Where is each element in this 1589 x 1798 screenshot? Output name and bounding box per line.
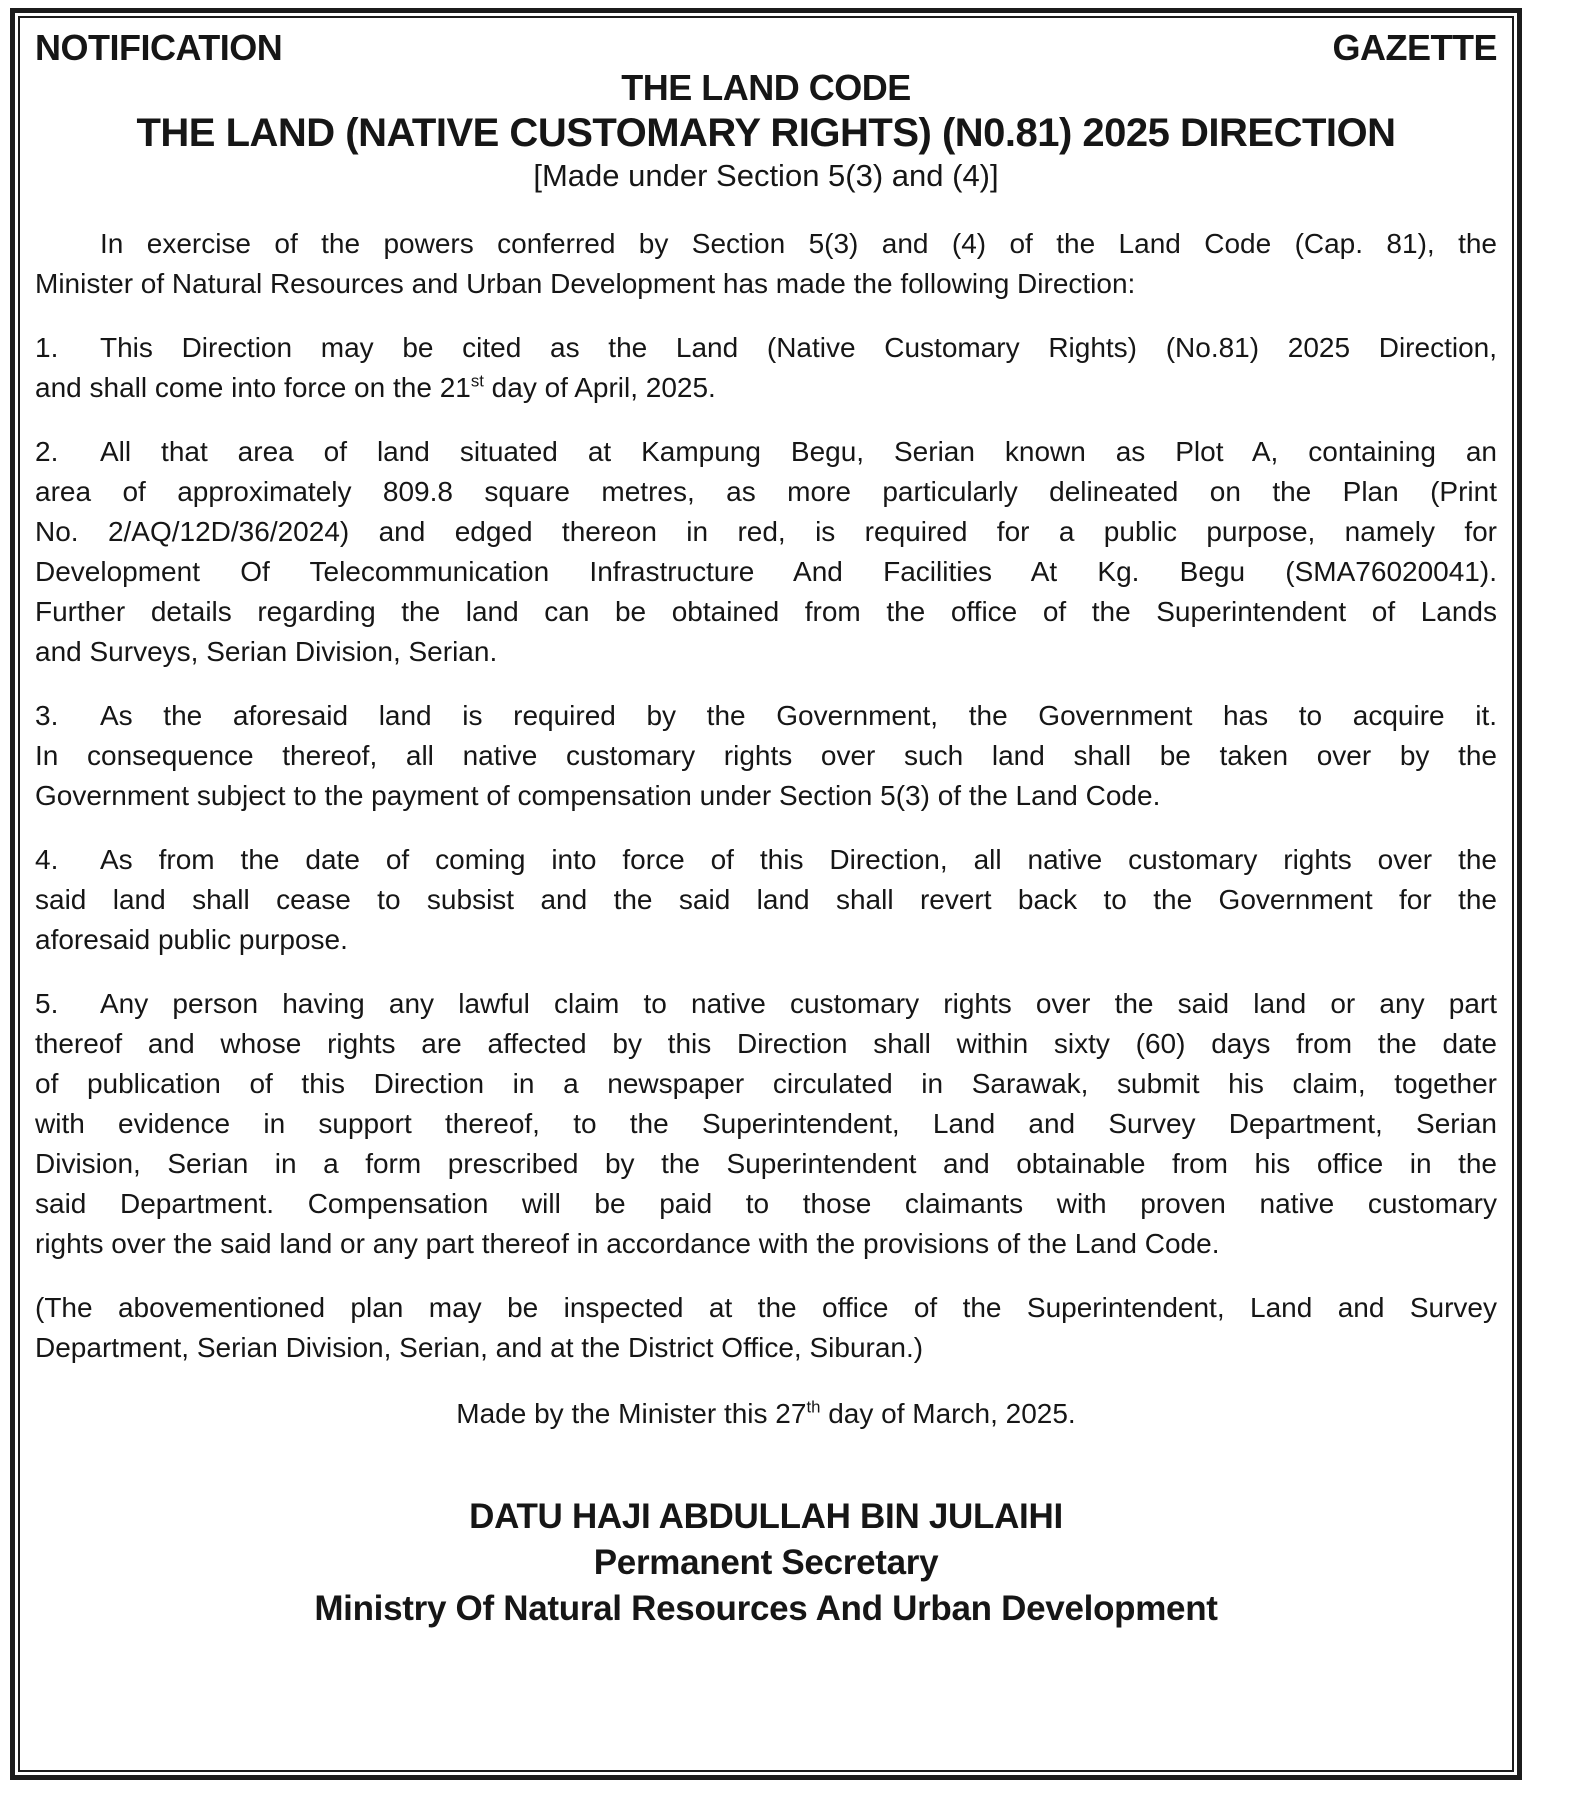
text-line: DATU HAJI ABDULLAH BIN JULAIHI [469,1497,1063,1536]
text-line: Government subject to the payment of compensation under Section 5(3) of the Land Code. [35,780,1161,811]
text-line: with evidence in support thereof, to the Superintendent, Land and Survey Department, Serian [35,1108,1497,1139]
paragraph-1 [35,328,1497,408]
title-land-code: THE LAND CODE [621,67,911,108]
paragraph-5 [35,984,1497,1264]
text-line: and shall come into force on the 21st day of April, 2025. [35,371,716,403]
text-line: Permanent Secretary [593,1543,939,1582]
paragraph-number: 4. [35,844,59,875]
signature-block [35,1494,1497,1632]
paragraph-number: 3. [35,700,59,731]
paragraph-number: 5. [35,988,59,1019]
text-line: 5. Any person having any lawful claim to native customary rights over the said land or any part [35,984,1497,1024]
made-by-line: Made by the Minister this 27th day of March, 2025. [456,1397,1076,1429]
text-line: Development Of Telecommunication Infrastructure And Facilities At Kg. Begu (SMA76020041). [35,556,1497,587]
gazette-label: GAZETTE [1332,27,1497,68]
paragraph-number: 2. [35,436,59,467]
text-line: and Surveys, Serian Division, Serian. [35,636,498,667]
text-line: In exercise of the powers conferred by Section 5(3) and (4) of the Land Code (Cap. 81), the [100,228,1497,259]
text-line: Department, Serian Division, Serian, and at the District Office, Siburan.) [35,1332,924,1363]
document-inner-border [18,16,1514,1772]
text-line: aforesaid public purpose. [35,924,348,955]
title-block [35,68,1497,194]
text-line: (The abovementioned plan may be inspected at the office of the Superintendent, Land and Survey [35,1292,1497,1323]
text-line: thereof and whose rights are affected by this Direction shall within sixty (60) days from the date [35,1028,1497,1059]
paragraph-2 [35,432,1497,672]
text-line: rights over the said land or any part thereof in accordance with the provisions of the Land Code. [35,1228,1220,1259]
text-line: Further details regarding the land can be obtained from the office of the Superintendent of Lands [35,596,1497,627]
document-outer-border [10,8,1522,1780]
title-made-under: [Made under Section 5(3) and (4)] [533,158,999,193]
text-line: Division, Serian in a form prescribed by the Superintendent and obtainable from his office in the [35,1148,1497,1179]
text-line: 1. This Direction may be cited as the Land (Native Customary Rights) (No.81) 2025 Direction, [35,328,1497,368]
text-line: In consequence thereof, all native customary rights over such land shall be taken over by the [35,740,1497,771]
text-line: said land shall cease to subsist and the said land shall revert back to the Government for the [35,884,1497,915]
masthead [35,28,1497,68]
text-line: Minister of Natural Resources and Urban Development has made the following Direction: [35,268,1136,299]
paragraph-4 [35,840,1497,960]
text-line: 4. As from the date of coming into force of this Direction, all native customary rights over the [35,840,1497,880]
text-line: 2. All that area of land situated at Kampung Begu, Serian known as Plot A, containing an [35,432,1497,472]
text-line: said Department. Compensation will be paid to those claimants with proven native customary [35,1188,1497,1219]
text-line: No. 2/AQ/12D/36/2024) and edged thereon in red, is required for a public purpose, namely for [35,516,1497,547]
paragraph-number: 1. [35,332,59,363]
text-line: of publication of this Direction in a newspaper circulated in Sarawak, submit his claim, together [35,1068,1497,1099]
plan-inspection-note [35,1288,1497,1368]
paragraph-3 [35,696,1497,816]
title-direction: THE LAND (NATIVE CUSTOMARY RIGHTS) (N0.81) 2025 DIRECTION [136,111,1396,155]
text-line: 3. As the aforesaid land is required by the Government, the Government has to acquire it. [35,696,1497,736]
notification-label: NOTIFICATION [35,27,283,68]
text-line: area of approximately 809.8 square metres, as more particularly delineated on the Plan (Print [35,476,1497,507]
text-line: Ministry Of Natural Resources And Urban Development [314,1589,1218,1628]
intro-paragraph [35,224,1497,304]
